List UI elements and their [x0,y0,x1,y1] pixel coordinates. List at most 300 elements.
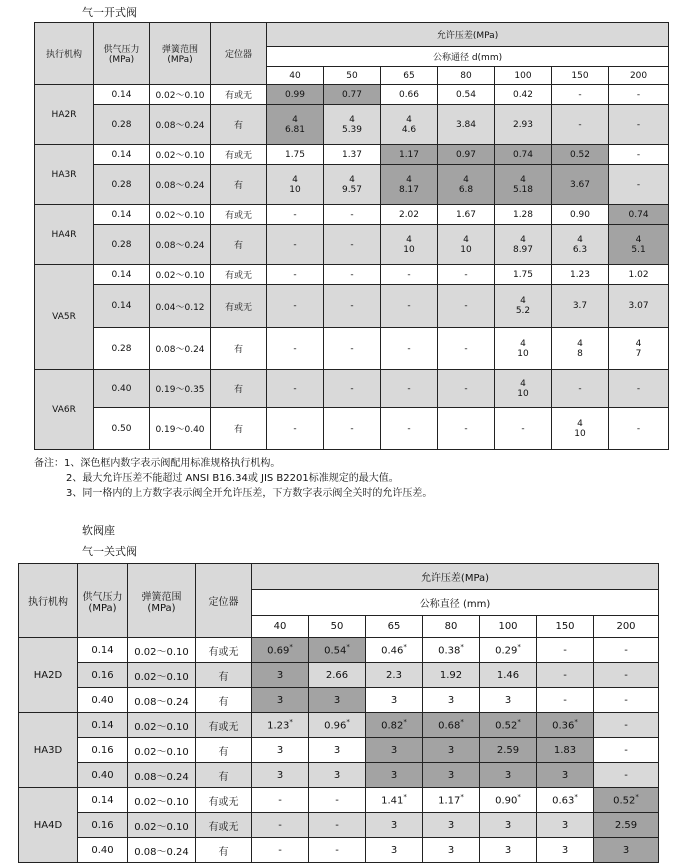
hdr-actuator: 执行机构 [19,564,78,638]
footnote-mark: * [574,718,578,727]
value-cell: 3 [423,763,480,788]
actuator-model: HA2D [19,638,78,713]
spring-range: 0.08～0.24 [150,225,211,265]
value-cell [267,105,324,145]
spring-range: 0.02～0.10 [150,205,211,225]
value-cell: - [609,165,669,205]
table-row [35,145,669,165]
value-cell: 3 [366,763,423,788]
value-cell: 1.46 [480,663,537,688]
actuator-model: HA4R [35,205,94,265]
value-cell: 3 [252,663,309,688]
spring-range: 0.08～0.24 [150,165,211,205]
value-cell: 0.52* [594,788,659,813]
positioner: 有或无 [211,265,267,285]
footnote-mark: * [635,793,639,802]
value-cell [495,285,552,328]
supply-pressure: 0.14 [94,285,150,328]
positioner: 有或无 [196,813,252,838]
open-value: 4 [292,114,298,125]
value-cell: 3 [366,838,423,863]
closed-value: 10 [517,388,529,399]
closed-value: 9.57 [341,184,363,195]
value-cell: - [324,285,381,328]
supply-pressure: 0.28 [94,225,150,265]
value-cell: 1.83 [537,738,594,763]
value-cell: 3 [537,813,594,838]
supply-pressure: 0.28 [94,105,150,145]
footnote-mark: * [403,793,407,802]
value-cell: 3 [480,688,537,713]
value-cell [552,328,609,370]
value-cell: 2.3 [366,663,423,688]
positioner: 有 [196,738,252,763]
value-cell: - [438,408,495,450]
value-cell: 1.92 [423,663,480,688]
open-value: 4 [406,114,412,125]
value-cell: - [438,328,495,370]
positioner: 有或无 [196,713,252,738]
value-cell: - [267,285,324,328]
actuator-model: HA2R [35,85,94,145]
value-cell: 1.28 [495,205,552,225]
value-cell [324,165,381,205]
table-row [35,205,669,225]
value-cell: - [324,408,381,450]
spring-range: 0.02～0.10 [128,788,196,813]
closed-value: 5.39 [341,124,363,135]
closed-value: 8.97 [512,244,534,255]
value-cell: - [609,370,669,408]
spring-range: 0.02～0.10 [128,713,196,738]
value-cell: 3 [366,738,423,763]
value-cell: 1.02 [609,265,669,285]
positioner: 有或无 [211,285,267,328]
closed-value: 6.81 [284,124,306,135]
value-cell: 3 [252,738,309,763]
hdr-size-80: 80 [438,67,495,85]
value-cell: - [552,370,609,408]
hdr-nominal-size: 公称通径 d(mm) [267,47,669,67]
open-value: 4 [349,174,355,185]
supply-pressure: 0.50 [94,408,150,450]
value-cell: 1.23* [252,713,309,738]
spring-range: 0.08～0.24 [150,105,211,145]
supply-pressure: 0.16 [78,738,128,763]
value-cell: 3 [309,688,366,713]
actuator-model: HA4D [19,788,78,863]
supply-pressure: 0.14 [78,638,128,663]
footnote-mark: * [517,793,521,802]
value-cell: - [324,370,381,408]
value-cell: - [594,713,659,738]
value-cell: 3.7 [552,285,609,328]
value-cell: - [381,328,438,370]
hdr-size-150: 150 [537,616,594,638]
value-cell: - [267,328,324,370]
positioner: 有 [211,328,267,370]
table2-title: 气一关式阀 [82,545,137,558]
value-cell: 0.29* [480,638,537,663]
open-value: 4 [406,174,412,185]
footnote-mark: * [346,718,350,727]
value-cell: - [381,370,438,408]
table-row [35,370,669,408]
value-cell: - [537,688,594,713]
value-cell: - [552,85,609,105]
value-cell: - [438,265,495,285]
value-cell [267,165,324,205]
value-cell: 3 [423,688,480,713]
table-row [19,813,659,838]
actuator-model: VA6R [35,370,94,450]
supply-pressure: 0.28 [94,165,150,205]
soft-seat-label: 软阀座 [82,524,115,537]
value-cell: - [309,788,366,813]
table-row [35,285,669,328]
value-cell: - [594,663,659,688]
table-row [19,713,659,738]
hdr-supply-pressure: 供气压力 (MPa) [94,23,150,85]
supply-pressure: 0.28 [94,328,150,370]
value-cell: - [594,738,659,763]
note-3: 3、同一格内的上方数字表示阀全开允许压差，下方数字表示阀全关时的允许压差。 [66,488,433,499]
value-cell: - [495,408,552,450]
hdr-spring-range: 弹簧范围 (MPa) [128,564,196,638]
value-cell: 0.82* [366,713,423,738]
value-cell: 0.74 [609,205,669,225]
value-cell: 2.66 [309,663,366,688]
hdr-positioner: 定位器 [196,564,252,638]
closed-value: 8.17 [398,184,420,195]
value-cell: - [267,205,324,225]
value-cell: 0.36* [537,713,594,738]
hdr-spring-range: 弹簧范围 (MPa) [150,23,211,85]
table-row [19,738,659,763]
hdr-size-50: 50 [324,67,381,85]
value-cell: - [594,688,659,713]
actuator-model: HA3D [19,713,78,788]
value-cell: 3 [423,738,480,763]
value-cell [609,328,669,370]
closed-value: 6.8 [458,184,474,195]
closed-value: 10 [289,184,301,195]
value-cell: 1.17* [423,788,480,813]
value-cell: - [381,285,438,328]
value-cell: 1.23 [552,265,609,285]
value-cell: - [309,838,366,863]
positioner: 有或无 [211,85,267,105]
value-cell: 0.46* [366,638,423,663]
value-cell: - [609,145,669,165]
footnote-mark: * [517,718,521,727]
value-cell: - [324,225,381,265]
value-cell: - [267,370,324,408]
footnote-mark: * [289,643,293,652]
footnote-mark: * [460,718,464,727]
supply-pressure: 0.16 [78,813,128,838]
open-value: 4 [292,174,298,185]
value-cell: - [267,225,324,265]
footnote-mark: * [403,718,407,727]
footnote-mark: * [289,718,293,727]
table-row [19,663,659,688]
closed-value: 5.2 [515,306,531,316]
table-row [19,763,659,788]
open-value: 4 [406,234,412,245]
spring-range: 0.02～0.10 [150,265,211,285]
hdr-positioner: 定位器 [211,23,267,85]
open-value: 4 [463,174,469,185]
closed-value: 10 [517,348,529,359]
open-value: 4 [520,234,526,245]
open-value: 4 [635,338,642,349]
value-cell: - [609,105,669,145]
hdr-nominal-size: 公称直径 (mm) [252,590,659,616]
open-valve-table [34,22,669,450]
value-cell: 3.07 [609,285,669,328]
table-row [19,838,659,863]
value-cell: 0.54* [309,638,366,663]
closed-value: 4.6 [401,124,417,135]
value-cell: - [252,838,309,863]
closed-valve-table [18,563,659,863]
closed-value: 10 [574,428,586,439]
spring-range: 0.02～0.10 [128,663,196,688]
hdr-supply-pressure: 供气压力 (MPa) [78,564,128,638]
value-cell [324,105,381,145]
value-cell: - [252,813,309,838]
open-value: 4 [520,338,526,349]
value-cell: 3.84 [438,105,495,145]
open-value: 4 [577,234,583,245]
table1-title: 气一开式阀 [82,6,137,19]
value-cell: 0.54 [438,85,495,105]
value-cell: - [438,285,495,328]
value-cell: 3 [537,763,594,788]
value-cell: 0.69* [252,638,309,663]
open-value: 4 [520,174,526,185]
hdr-size-80: 80 [423,616,480,638]
value-cell: 3 [252,763,309,788]
supply-pressure: 0.14 [78,788,128,813]
positioner: 有 [211,408,267,450]
value-cell [438,165,495,205]
value-cell [495,370,552,408]
hdr-size-65: 65 [366,616,423,638]
value-cell: 1.41* [366,788,423,813]
spring-range: 0.02～0.10 [128,738,196,763]
value-cell: 3 [309,738,366,763]
positioner: 有 [196,763,252,788]
value-cell [609,225,669,265]
open-value: 4 [349,114,355,125]
hdr-actuator: 执行机构 [35,23,94,85]
supply-pressure: 0.16 [78,663,128,688]
table-row [19,638,659,663]
value-cell [381,105,438,145]
closed-value: 6.3 [572,244,588,255]
footnote-mark: * [403,643,407,652]
spring-range: 0.02～0.10 [150,85,211,105]
table-row [35,165,669,205]
value-cell: 2.59 [480,738,537,763]
value-cell: 3 [423,813,480,838]
hdr-size-100: 100 [480,616,537,638]
closed-value: 7 [635,348,642,359]
value-cell [552,408,609,450]
value-cell: - [381,408,438,450]
value-cell: 1.75 [495,265,552,285]
value-cell: 0.68* [423,713,480,738]
spring-range: 0.02～0.10 [150,145,211,165]
spring-range: 0.08～0.24 [128,763,196,788]
positioner: 有或无 [211,145,267,165]
closed-value: 5.1 [631,244,646,255]
open-value: 4 [463,234,469,245]
value-cell [495,165,552,205]
value-cell: 3 [366,813,423,838]
note-1: 备注：1、深色框内数字表示阀配用标准规格执行机构。 [34,458,281,469]
value-cell: - [252,788,309,813]
hdr-allowable-diff: 允许压差(MPa) [252,564,659,590]
open-value: 4 [520,296,526,306]
value-cell: - [594,638,659,663]
value-cell: 0.52* [480,713,537,738]
open-value: 4 [577,338,583,349]
value-cell: 3 [366,688,423,713]
positioner: 有或无 [196,638,252,663]
supply-pressure: 0.40 [78,763,128,788]
positioner: 有 [211,165,267,205]
table-row [19,788,659,813]
value-cell [381,225,438,265]
value-cell: 0.90* [480,788,537,813]
spring-range: 0.08～0.24 [128,838,196,863]
positioner: 有 [196,838,252,863]
notes [34,456,432,501]
positioner: 有或无 [211,205,267,225]
value-cell: - [537,638,594,663]
hdr-size-150: 150 [552,67,609,85]
closed-value: 10 [460,244,472,255]
value-cell: - [552,105,609,145]
hdr-size-50: 50 [309,616,366,638]
supply-pressure: 0.40 [94,370,150,408]
value-cell: - [609,85,669,105]
hdr-size-65: 65 [381,67,438,85]
value-cell: 3 [309,763,366,788]
table-row [35,105,669,145]
spring-range: 0.19～0.35 [150,370,211,408]
value-cell: - [267,265,324,285]
table-row [35,265,669,285]
hdr-size-40: 40 [252,616,309,638]
value-cell: 3 [423,838,480,863]
positioner: 有或无 [196,788,252,813]
spring-range: 0.04～0.12 [150,285,211,328]
value-cell: 3.67 [552,165,609,205]
value-cell: 2.93 [495,105,552,145]
table-row [35,328,669,370]
footnote-mark: * [460,643,464,652]
value-cell: 0.38* [423,638,480,663]
value-cell: 3 [252,688,309,713]
hdr-size-200: 200 [609,67,669,85]
supply-pressure: 0.14 [94,205,150,225]
value-cell: 0.63* [537,788,594,813]
value-cell: 1.17 [381,145,438,165]
value-cell: - [324,328,381,370]
value-cell: 0.74 [495,145,552,165]
value-cell: - [594,763,659,788]
hdr-size-40: 40 [267,67,324,85]
spring-range: 0.02～0.10 [128,638,196,663]
value-cell: 0.52 [552,145,609,165]
hdr-size-100: 100 [495,67,552,85]
supply-pressure: 0.40 [78,838,128,863]
actuator-model: HA3R [35,145,94,205]
value-cell: 0.96* [309,713,366,738]
footnote-mark: * [574,793,578,802]
positioner: 有 [211,105,267,145]
supply-pressure: 0.14 [94,145,150,165]
closed-value: 10 [403,244,415,255]
spring-range: 0.02～0.10 [128,813,196,838]
supply-pressure: 0.40 [78,688,128,713]
hdr-size-200: 200 [594,616,659,638]
value-cell: 2.02 [381,205,438,225]
value-cell: - [609,408,669,450]
spring-range: 0.19～0.40 [150,408,211,450]
value-cell: 0.66 [381,85,438,105]
spring-range: 0.08～0.24 [128,688,196,713]
positioner: 有 [211,370,267,408]
open-value: 4 [577,418,583,429]
supply-pressure: 0.14 [94,265,150,285]
value-cell: 0.77 [324,85,381,105]
value-cell: 3 [480,763,537,788]
note-2: 2、最大允许压差不能超过 ANSI B16.34或 JIS B2201标准规定的最大值。 [66,473,399,484]
value-cell: 1.75 [267,145,324,165]
value-cell: 3 [480,838,537,863]
table-row [35,225,669,265]
value-cell: - [381,265,438,285]
value-cell [552,225,609,265]
value-cell: - [438,370,495,408]
closed-value: 8 [577,348,583,359]
value-cell: 0.97 [438,145,495,165]
footnote-mark: * [346,643,350,652]
value-cell: 0.42 [495,85,552,105]
value-cell: - [324,205,381,225]
open-value: 4 [635,234,642,245]
value-cell: 1.67 [438,205,495,225]
positioner: 有 [196,688,252,713]
supply-pressure: 0.14 [94,85,150,105]
value-cell: - [537,663,594,688]
value-cell: 2.59 [594,813,659,838]
value-cell: - [267,408,324,450]
table-row [35,408,669,450]
value-cell [495,225,552,265]
value-cell [438,225,495,265]
value-cell: 3 [594,838,659,863]
value-cell: - [309,813,366,838]
supply-pressure: 0.14 [78,713,128,738]
spring-range: 0.08～0.24 [150,328,211,370]
value-cell: 3 [537,838,594,863]
